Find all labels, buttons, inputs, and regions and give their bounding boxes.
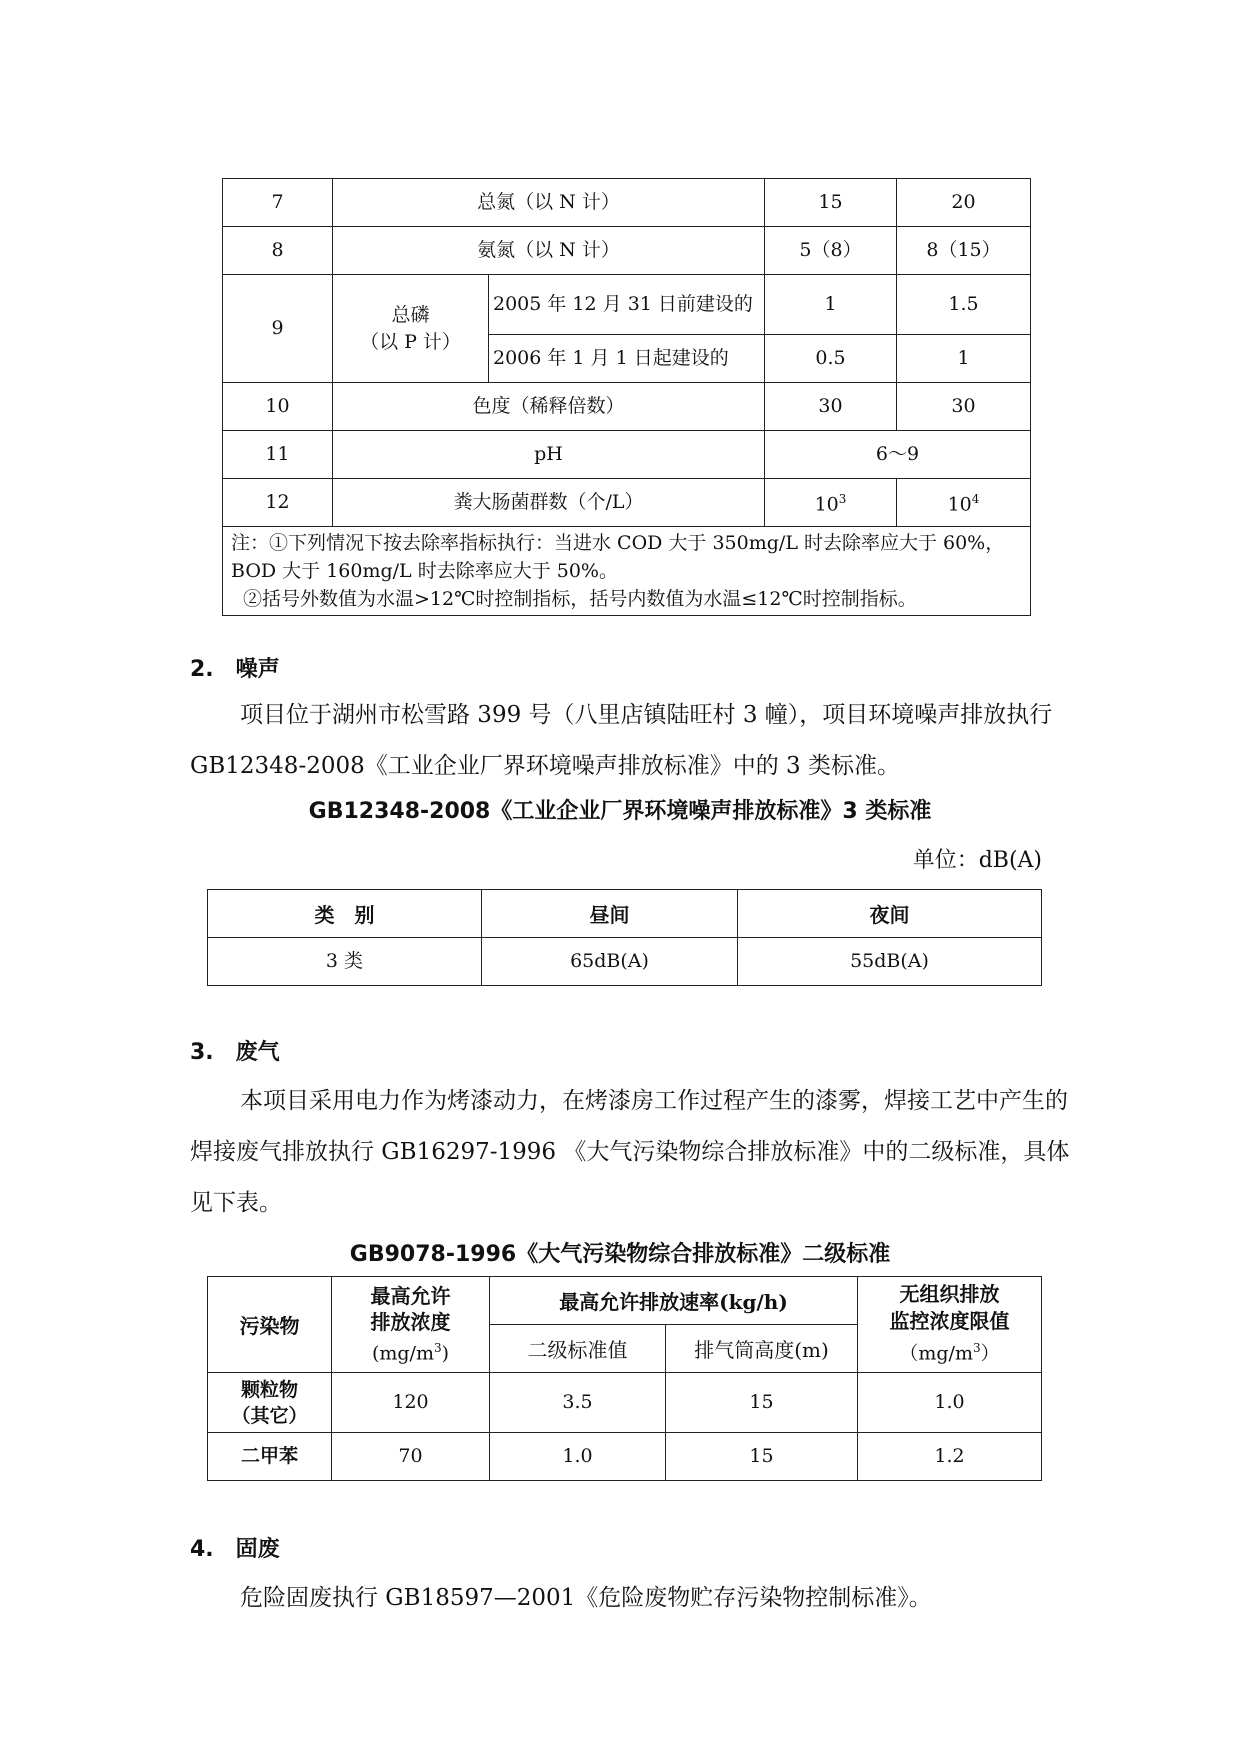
paragraph-air: 本项目采用电力作为烤漆动力，在烤漆房工作过程产生的漆雾，焊接工艺中产生的焊接废气排放执行 GB16297-1996 《大气污染物综合排放标准》中的二级标准，具体见下表。 [190,1088,1070,1216]
paragraph-solid-waste: 危险固废执行 GB18597—2001《危险废物贮存污染物控制标准》。 [240,1585,932,1611]
table-row: 7 总氮（以 N 计） 15 20 [223,179,1031,227]
section-heading-solid-waste: 4. 固废 [190,1537,280,1562]
table-header-row: 类 别 昼间 夜间 [208,890,1042,938]
total-phosphorus-cell: 总磷 （以 P 计） [333,275,489,383]
table-header-row: 污染物 最高允许 排放浓度 $(mg/m^3)$ 最高允许排放速率(kg/h) 无组织排放 监控浓度限值 $(mg/m^3)$ [208,1277,1042,1325]
noise-standard-table [207,889,1042,986]
table-caption-noise: GB12348-2008《工业企业厂界环境噪声排放标准》3 类标准 [308,799,932,824]
air-standard-table [207,1276,1042,1481]
note-2: ②括号外数值为水温>12℃时控制指标，括号内数值为水温≤12℃时控制指标。 [243,588,917,610]
section-heading-noise: 2. 噪声 [190,657,280,682]
unit-label: 单位：dB(A) [912,848,1042,873]
table-row: 9 总磷 （以 P 计） 2005 年 12 月 31 日前建设的 1 1.5 [223,275,1031,335]
table-note-row [223,527,1031,616]
table-row: 颗粒物 （其它） 120 3.5 15 1.0 [208,1373,1042,1433]
table-caption-air: GB9078-1996《大气污染物综合排放标准》二级标准 [349,1242,891,1267]
note-1: 注：①下列情况下按去除率指标执行：当进水 COD 大于 350mg/L 时去除率应大于 60%，BOD 大于 160mg/L 时去除率应大于 50%。 [231,532,1005,582]
table-row: 11 pH 6～9 [223,431,1031,479]
water-standard-table [222,178,1031,616]
table-row: 8 氨氮（以 N 计） 5（8） 8（15） [223,227,1031,275]
table-subheader-row: 二级标准值 排气筒高度(m) [208,1325,1042,1373]
table-row: 二甲苯 70 1.0 15 1.2 [208,1433,1042,1481]
table-row: 12 粪大肠菌群数（个/L） $10^3$ $10^4$ [223,479,1031,527]
table-row: 3 类 65dB(A) 55dB(A) [208,938,1042,986]
table-row: 10 色度（稀释倍数） 30 30 [223,383,1031,431]
table-row: 2006 年 1 月 1 日起建设的 0.5 1 [223,335,1031,383]
paragraph-noise: 项目位于湖州市松雪路 399 号（八里店镇陆旺村 3 幢），项目环境噪声排放执行 GB12348-2008《工业企业厂界环境噪声排放标准》中的 3 类标准。 [190,702,1053,779]
section-heading-air: 3. 废气 [190,1040,280,1065]
